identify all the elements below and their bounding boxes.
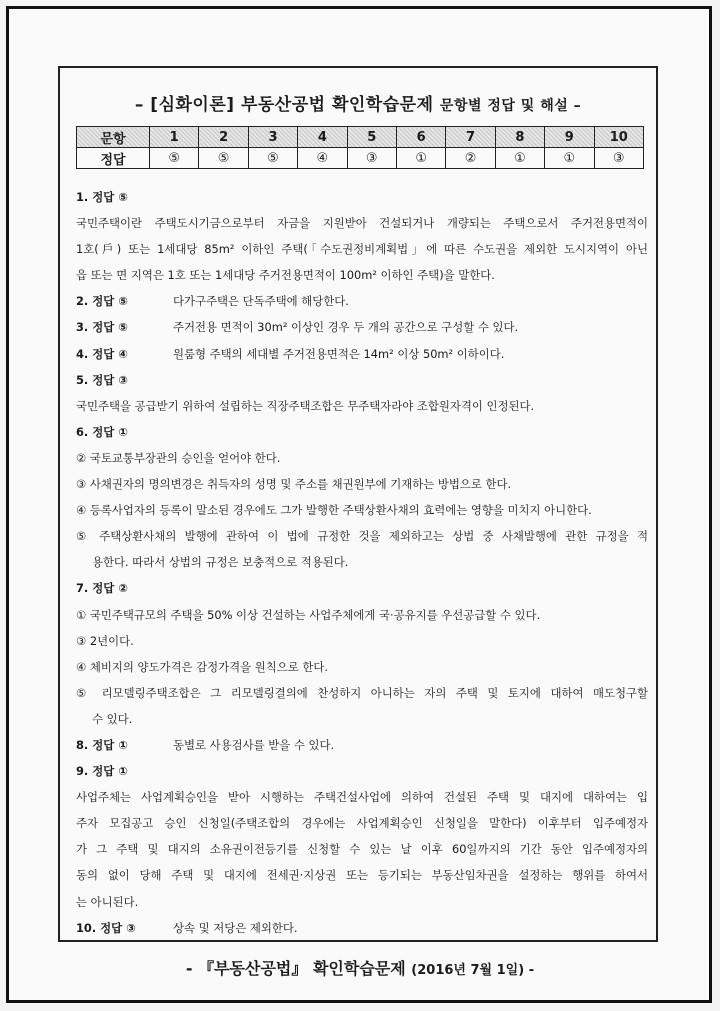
page-footer xyxy=(0,956,720,979)
item-heading-q6: 6. 정답 ① xyxy=(76,424,128,439)
answer-cell: ① xyxy=(545,148,594,169)
question-number: 8 xyxy=(495,127,544,148)
answer-cell: ③ xyxy=(347,148,396,169)
title-main: – [심화이론] 부동산공법 확인학습문제 xyxy=(134,95,434,115)
answer-cell: ④ xyxy=(298,148,347,169)
item-line: 가 그 주택 및 대지의 소유권이전등기를 신청할 수 있는 날 이후 60일까지의 기간 동안 입주예정자의 xyxy=(76,842,648,857)
item-heading-q1: 1. 정답 ⑤ xyxy=(76,190,128,204)
answer-cell: ⑤ xyxy=(248,148,297,169)
footer-title: - 『부동산공법』 확인학습문제 xyxy=(185,959,406,978)
question-number: 3 xyxy=(248,127,297,148)
item-q10: 10. 정답 ③ 상속 및 저당은 제외한다. xyxy=(76,920,298,935)
item-q8: 8. 정답 ① 동별로 사용검사를 받을 수 있다. xyxy=(76,737,335,752)
question-number: 4 xyxy=(298,127,347,148)
item-line: ② 국토교통부장관의 승인을 얻어야 한다. xyxy=(76,450,281,465)
question-number: 2 xyxy=(199,127,248,148)
question-number: 1 xyxy=(150,127,199,148)
explanations xyxy=(76,184,648,941)
title-sub: 문항별 정답 및 해설 – xyxy=(439,98,582,114)
item-q4: 4. 정답 ④ 원룸형 주택의 세대별 주거전용면적은 14m² 이상 50m² 이하이다. xyxy=(76,346,505,361)
item-line: ③ 2년이다. xyxy=(76,633,134,648)
answer-table-answer-row xyxy=(77,148,644,169)
item-line: 국민주택을 공급받기 위하여 설립하는 직장주택조합은 무주택자라야 조합원자격이 인정된다. xyxy=(76,398,535,413)
answer-cell: ① xyxy=(495,148,544,169)
item-line: ⑤ 주택상환사채의 발행에 관하여 이 법에 규정한 것을 제외하고는 상법 중 사채발행에 관한 규정을 적 xyxy=(76,529,648,544)
item-q3: 3. 정답 ⑤ 주거전용 면적이 30m² 이상인 경우 두 개의 공간으로 구성할 수 있다. xyxy=(76,320,519,335)
answer-cell: ⑤ xyxy=(150,148,199,169)
item-line: 주자 모집공고 승인 신청일(주택조합의 경우에는 사업계획승인 신청일을 말한다) 이후부터 입주예정자 xyxy=(76,816,648,831)
item-line: ① 국민주택규모의 주택을 50% 이상 건설하는 사업주체에게 국·공유지를 우선공급할 수 있다. xyxy=(76,607,541,622)
answer-cell: ② xyxy=(446,148,495,169)
answer-cell: ① xyxy=(396,148,445,169)
item-line: 읍 또는 면 지역은 1호 또는 1세대당 주거전용면적이 100m² 이하인 주택)을 말한다. xyxy=(76,268,495,283)
item-line: 사업주체는 사업계획승인을 받아 시행하는 주택건설사업에 의하여 건설된 주택 및 대지에 대하여는 입 xyxy=(76,790,648,805)
question-number: 5 xyxy=(347,127,396,148)
question-row-label: 문항 xyxy=(77,127,150,148)
item-line: 는 아니된다. xyxy=(76,894,139,909)
item-q2: 2. 정답 ⑤ 다가구주택은 단독주택에 해당한다. xyxy=(76,294,349,309)
item-line: ④ 등록사업자의 등록이 말소된 경우에도 그가 발행한 주택상환사채의 효력에는 영향을 미치지 아니한다. xyxy=(76,503,592,518)
item-line: 수 있다. xyxy=(92,711,133,726)
item-line: ④ 체비지의 양도가격은 감정가격을 원칙으로 한다. xyxy=(76,659,329,674)
item-line: 용한다. 따라서 상법의 규정은 보충적으로 적용된다. xyxy=(92,555,349,570)
item-line: 국민주택이란 주택도시기금으로부터 자금을 지원받아 건설되거나 개량되는 주택으로서 주거전용면적이 xyxy=(76,216,648,231)
question-number: 9 xyxy=(545,127,594,148)
question-number: 10 xyxy=(594,127,643,148)
item-heading-q9: 9. 정답 ① xyxy=(76,764,128,779)
page-title xyxy=(60,90,656,115)
item-line: 동의 없이 당해 주택 및 대지에 전세권·지상권 또는 등기되는 부동산임차권을 설정하는 행위를 하여서 xyxy=(76,868,648,883)
content-frame xyxy=(58,66,658,942)
question-number: 7 xyxy=(446,127,495,148)
answer-cell: ③ xyxy=(594,148,643,169)
answer-cell: ⑤ xyxy=(199,148,248,169)
question-number: 6 xyxy=(396,127,445,148)
item-heading-q5: 5. 정답 ③ xyxy=(76,372,128,387)
item-line: 1호(戶) 또는 1세대당 85m² 이하인 주택(「수도권정비계획법」에 따른 수도권을 제외한 도시지역이 아닌 xyxy=(76,242,648,257)
answer-table-header-row xyxy=(77,127,644,148)
footer-date: (2016년 7월 1일) - xyxy=(411,963,535,978)
item-line: ③ 사채권자의 명의변경은 취득자의 성명 및 주소를 채권원부에 기재하는 방법으로 한다. xyxy=(76,477,512,492)
answer-table xyxy=(76,126,644,169)
answer-row-label: 정답 xyxy=(77,148,150,169)
item-heading-q7: 7. 정답 ② xyxy=(76,581,128,596)
item-line: ⑤ 리모델링주택조합은 그 리모델링결의에 찬성하지 아니하는 자의 주택 및 토지에 대하여 매도청구할 xyxy=(76,685,648,700)
